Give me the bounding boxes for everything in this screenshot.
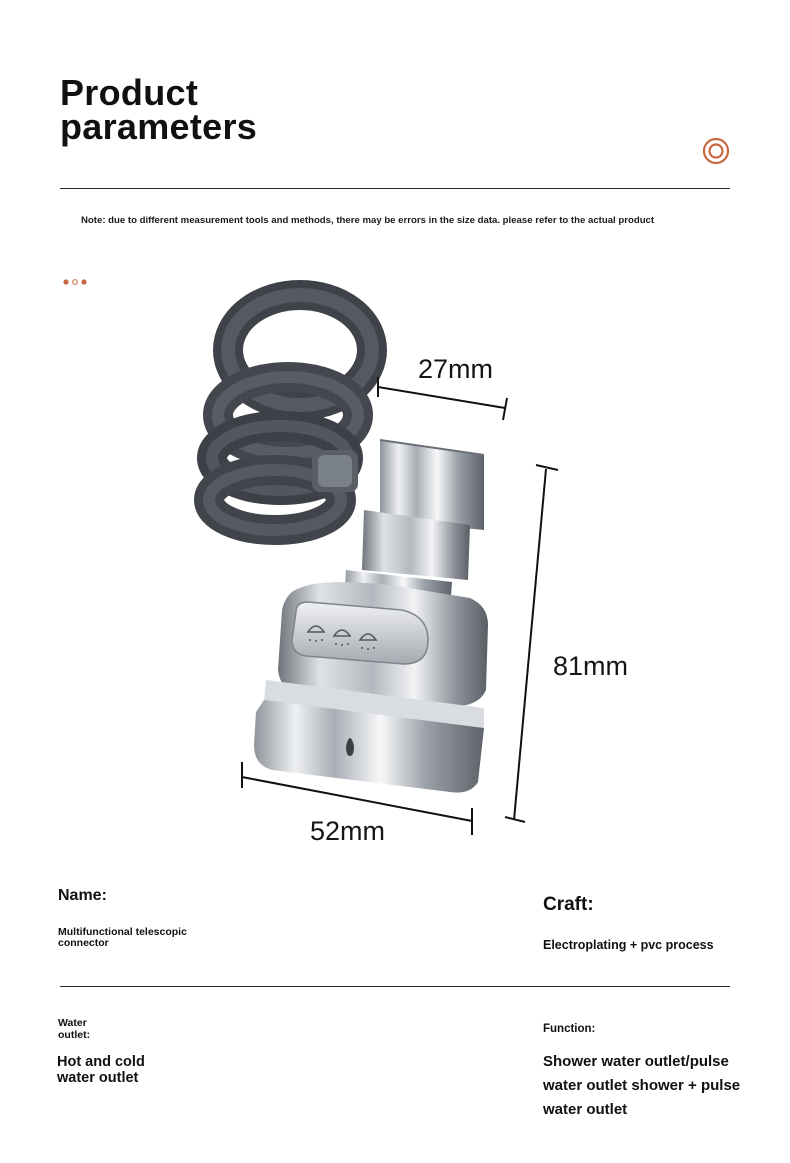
craft-label: Craft: [543, 894, 594, 915]
function-value [543, 1050, 740, 1122]
name-value-line-1: Multifunctional telescopic [58, 926, 187, 938]
dimension-bottom-width: 52mm [310, 816, 386, 846]
function-value-line-1: Shower water outlet/pulse [543, 1053, 729, 1070]
hose-coil [209, 295, 372, 530]
function-label: Function: [543, 1023, 596, 1035]
specs-divider [60, 986, 730, 987]
water-outlet-value-line-2: water outlet [57, 1070, 139, 1086]
function-value-line-3: water outlet [543, 1101, 628, 1118]
title-line-1: Product [60, 72, 199, 113]
water-outlet-label-line-2: outlet: [58, 1029, 91, 1041]
water-outlet-value-line-1: Hot and cold [57, 1054, 145, 1070]
name-value [58, 927, 187, 949]
water-outlet-label [58, 1017, 90, 1041]
name-label: Name: [58, 887, 107, 904]
mode-selector [292, 602, 428, 664]
water-outlet-label-line-1: Water [58, 1017, 87, 1029]
name-value-line-2: connector [58, 937, 109, 949]
function-value-line-2: water outlet shower + pulse [543, 1077, 741, 1094]
craft-value: Electroplating + pvc process [543, 938, 714, 952]
water-outlet-value [57, 1054, 145, 1086]
title-line-2: parameters [60, 106, 258, 147]
measurement-note: Note: due to different measurement tools and methods, there may be errors in the size data. please refer to the actual product [81, 215, 655, 226]
dimension-top-width: 27mm [418, 354, 494, 384]
dimension-height: 81mm [553, 651, 629, 681]
